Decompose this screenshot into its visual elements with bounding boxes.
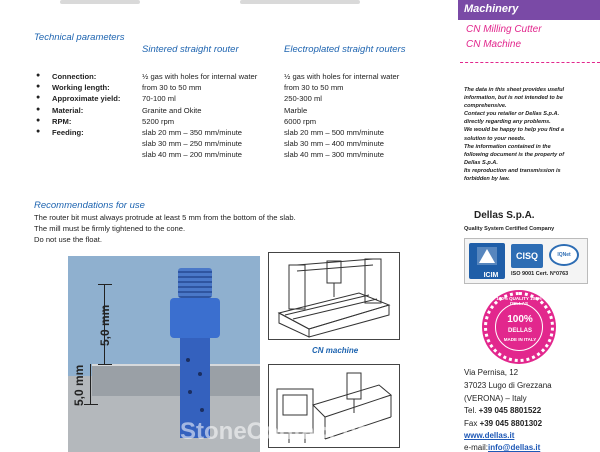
phone-line	[464, 406, 541, 415]
router-collar	[170, 298, 220, 338]
spec-value-electroplated: ½ gas with holes for internal water	[284, 72, 400, 81]
seal-subtext: MADE IN ITALY	[503, 337, 537, 342]
spec-value-sintered: ½ gas with holes for internal water	[142, 72, 258, 81]
seal-ring-text: 100% QUALITY 100% DELLAS	[496, 296, 542, 306]
dimension-line-lower	[90, 364, 91, 404]
section-banner	[458, 0, 600, 20]
dimension-label-upper: 5,0 mm	[98, 304, 112, 346]
website-link[interactable]: www.dellas.it	[464, 431, 515, 440]
icim-emblem-icon	[469, 243, 505, 269]
recommendation-line: Do not use the float.	[34, 235, 102, 244]
spec-value-sintered: slab 30 mm – 250 mm/minute	[142, 139, 243, 149]
spec-value-sintered: slab 20 mm – 350 mm/minute	[142, 128, 243, 137]
disclaimer-line: Dellas S.p.A.	[464, 159, 498, 166]
quality-seal	[484, 292, 554, 362]
subtitle-cn-machine: CN Machine	[466, 39, 522, 50]
router-hole	[200, 408, 204, 412]
electroplated-router-heading: Electroplated straight routers	[284, 44, 406, 55]
spec-row	[0, 150, 460, 161]
banner-title: Machinery	[464, 3, 519, 15]
technical-parameters-heading: Technical parameters	[34, 32, 125, 43]
cn-machine-caption: CN machine	[312, 346, 359, 355]
router-hole	[186, 358, 190, 362]
spec-row	[0, 139, 460, 150]
iso-certificate-number: ISO 9001 Cert. N°0763	[511, 271, 569, 277]
spec-row	[0, 94, 460, 105]
disclaimer-line: We would be happy to help you find a	[464, 127, 564, 134]
divider	[460, 62, 600, 63]
spec-value-sintered: slab 40 mm – 200 mm/minute	[142, 150, 243, 160]
sintered-router-heading: Sintered straight router	[142, 44, 239, 55]
website-line	[464, 431, 514, 440]
email-link[interactable]: info@dellas.it	[488, 443, 541, 452]
router-hole	[188, 390, 192, 394]
spec-label: Feeding:	[52, 128, 84, 137]
address-street: Via Pernisa, 12	[464, 368, 519, 377]
stone-slab	[92, 364, 260, 396]
spec-label: Working length:	[52, 83, 110, 93]
certified-label: Quality System Certified Company	[464, 226, 555, 232]
spec-value-electroplated: from 30 to 50 mm	[284, 83, 344, 93]
spec-label: Approximate yield:	[52, 94, 121, 104]
spec-value-electroplated: Marble	[284, 105, 308, 115]
address-city: 37023 Lugo di Grezzana	[464, 381, 552, 390]
email-label: e-mail:	[464, 443, 489, 452]
dimension-tick	[84, 404, 98, 405]
seal-percentage: 100%	[507, 314, 533, 325]
subtitle-milling-cutter: CN Milling Cutter	[466, 24, 542, 35]
disclaimer-text	[464, 86, 596, 183]
disclaimer-line: information, but is not intended to be	[464, 95, 563, 102]
fax-line	[464, 419, 542, 428]
bullet-icon: ●	[36, 128, 41, 135]
seal-center	[495, 303, 543, 351]
iqnet-logo: IQNet	[549, 244, 579, 266]
address-province: (VERONA) – Italy	[464, 394, 527, 403]
spec-value-electroplated: slab 40 mm – 300 mm/minute	[284, 150, 385, 160]
icim-label: ICIM	[483, 272, 499, 279]
phone-label: Tel.	[464, 406, 479, 415]
spec-label: Material:	[52, 105, 84, 115]
seal-brand: DELLAS	[508, 328, 532, 334]
cisq-logo: CISQ	[511, 244, 543, 268]
watermark: StoneContact.com	[180, 418, 393, 445]
disclaimer-line: The information contained in the	[464, 143, 551, 150]
dimension-tick	[98, 284, 112, 285]
company-name: Dellas S.p.A.	[474, 210, 535, 221]
spec-row	[0, 106, 460, 117]
disclaimer-line: Contact you retailer or Dellas S.p.A.	[464, 111, 560, 118]
phone-number[interactable]: +39 045 8801522	[478, 406, 542, 415]
disclaimer-line: Its reproduction and transmission is	[464, 167, 561, 174]
disclaimer-line: comprehensive.	[464, 103, 507, 110]
email-line	[464, 443, 540, 452]
spec-value-sintered: Granite and Okite	[142, 105, 202, 115]
bullet-icon: ●	[36, 94, 41, 102]
bullet-icon: ●	[36, 116, 41, 124]
dimension-tick	[98, 364, 112, 365]
recommendation-line: The router bit must always protrude at least 5 mm from the bottom of the slab.	[34, 213, 296, 222]
icim-logo	[469, 243, 505, 279]
bullet-icon: ●	[36, 105, 41, 113]
spec-value-sintered: 5200 rpm	[142, 116, 175, 126]
disclaimer-line: following document is the property of	[464, 151, 565, 158]
spec-label: Connection:	[52, 72, 97, 81]
router-hole	[198, 372, 202, 376]
disclaimer-line: The data in this sheet provides useful	[464, 87, 565, 93]
spec-value-electroplated: 250-300 ml	[284, 94, 322, 104]
faded-header	[60, 0, 380, 6]
router-thread	[178, 268, 212, 298]
spec-value-electroplated: slab 30 mm – 400 mm/minute	[284, 139, 385, 149]
cn-machine-drawing-top	[268, 252, 400, 340]
spec-row	[0, 83, 460, 94]
certification-logos	[464, 238, 588, 284]
cn-machine-sketch-icon	[269, 253, 399, 339]
recommendation-line: The mill must be firmly tightened to the cone.	[34, 224, 186, 233]
spec-label: RPM:	[52, 116, 72, 126]
dimension-label-lower: 5,0 mm	[72, 364, 86, 406]
recommendations-heading: Recommendations for use	[34, 200, 145, 211]
spec-row	[0, 128, 460, 139]
spec-value-electroplated: slab 20 mm – 500 mm/minute	[284, 128, 385, 137]
spec-value-sintered: 70-100 ml	[142, 94, 176, 104]
spec-value-sintered: from 30 to 50 mm	[142, 83, 202, 93]
bullet-icon: ●	[36, 72, 41, 79]
fax-number: +39 045 8801302	[479, 419, 543, 428]
disclaimer-line: solution to your needs.	[464, 135, 526, 142]
disclaimer-line: forbidden by law.	[464, 176, 510, 183]
spec-row	[0, 117, 460, 128]
fax-label: Fax	[464, 419, 480, 428]
disclaimer-line: directly regarding any problems.	[464, 119, 551, 126]
spec-value-electroplated: 6000 rpm	[284, 116, 317, 126]
bullet-icon: ●	[36, 83, 41, 91]
spec-row	[0, 72, 460, 83]
